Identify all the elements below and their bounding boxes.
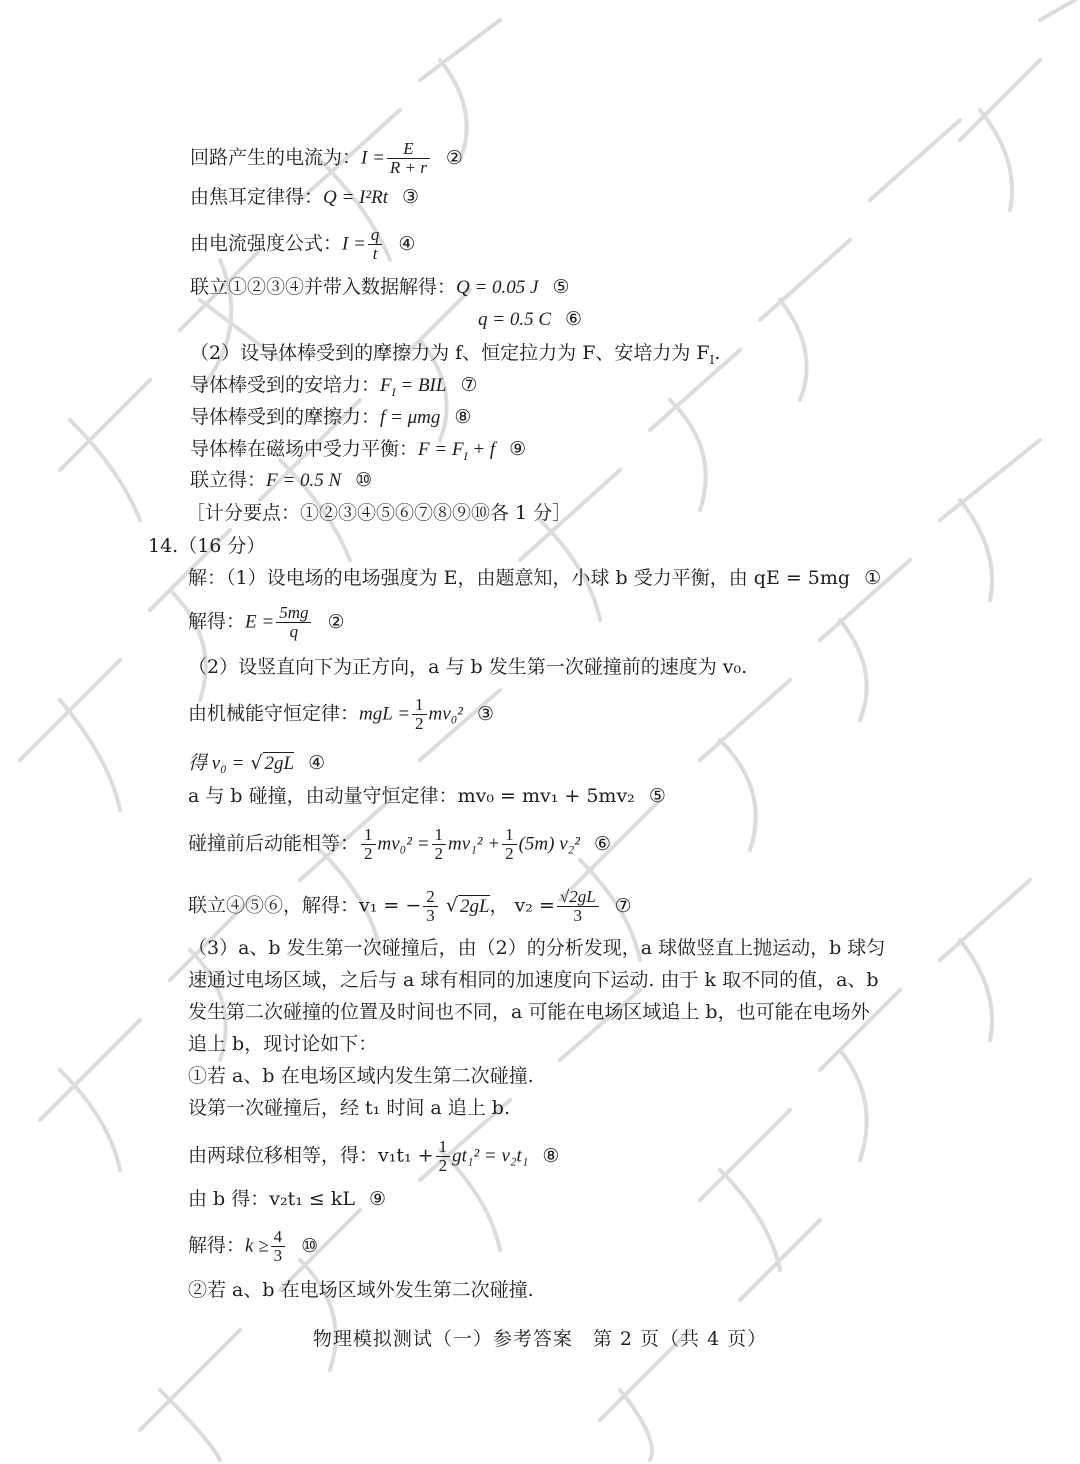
energy-conservation-line — [188, 696, 494, 733]
line-text: 速通过电场区域，之后与 a 球有相同的加速度向下运动. 由于 k 取不同的值，a、b — [188, 969, 879, 991]
joule-law-line — [190, 184, 419, 211]
line-text: 联立④⑤⑥，解得：v₁ = − — [188, 894, 422, 917]
fraction-numerator: 2 — [423, 888, 438, 907]
fraction-numerator: 5mg — [276, 604, 311, 623]
square-root: 2gL — [459, 895, 490, 917]
line-text: 导体棒在磁场中受力平衡： — [190, 438, 419, 460]
equation: gt₁² = v₂t₁ — [452, 1145, 529, 1167]
kinetic-energy-line — [188, 826, 611, 863]
fraction-numerator: 1 — [436, 1138, 451, 1157]
fraction-denominator: 3 — [573, 906, 583, 925]
step-marker: ⑩ — [355, 469, 373, 491]
step-marker: ⑨ — [368, 1188, 387, 1210]
fraction — [368, 226, 383, 263]
fraction: $\frac{1}{2}$ — [432, 826, 447, 863]
equation: mv₀² — [428, 703, 464, 725]
charge-result-line — [478, 306, 582, 333]
current-intensity-line — [190, 226, 415, 263]
step-marker: ① — [864, 567, 882, 589]
fraction-numerator: 1 — [412, 696, 427, 715]
line-text: 设第一次碰撞后，经 t₁ 时间 a 追上 b. — [188, 1097, 510, 1119]
fraction: $\frac{1}{2}$ — [361, 826, 376, 863]
fraction — [557, 888, 599, 925]
equation: F — [380, 375, 392, 396]
scoring-points-line — [186, 500, 571, 526]
fraction — [271, 1228, 286, 1265]
line-text: 解得： — [188, 610, 246, 633]
step-marker: ⑨ — [509, 438, 527, 460]
part3-paragraph-line-1 — [188, 935, 885, 961]
line-text: （3）a、b 发生第一次碰撞后，由（2）的分析发现，a 球做竖直上抛运动，b 球匀 — [188, 937, 886, 959]
step-marker: ② — [327, 610, 345, 633]
line-text: ②若 a、b 在电场区域外发生第二次碰撞. — [188, 1279, 534, 1301]
line-text: 解得： — [188, 1234, 246, 1257]
page-footer: 物理模拟测试（一）参考答案 第 2 页（共 4 页） — [312, 1328, 768, 1350]
equation: E = — [245, 611, 275, 633]
line-text: 联立得： — [190, 469, 267, 491]
line-text: 追上 b，现讨论如下： — [188, 1033, 378, 1055]
line-text: （2）设导体棒受到的摩擦力为 f、恒定拉力为 F、安培力为 F — [190, 342, 710, 364]
case2-line — [188, 1277, 534, 1303]
part2-direction-line — [188, 654, 747, 680]
line-text: 解：（1）设电场的电场强度为 E，由题意知，小球 b 受力平衡，由 qE = 5mg — [188, 567, 851, 589]
step-marker: ⑧ — [542, 1144, 560, 1167]
line-text: 回路产生的电流为： — [190, 146, 362, 169]
field-strength-line — [188, 604, 345, 641]
part3-paragraph-line-4 — [188, 1031, 377, 1057]
fraction-denominator: q — [289, 622, 299, 641]
combined-velocity-line: 联立④⑤⑥，解得：v₁ = − $\frac{2}{3}$ √ 2gL， v₂ = $\frac{√2gL}{3}$ ⑦ — [188, 887, 632, 925]
force-result-line — [190, 467, 372, 494]
line-text: 由电流强度公式： — [190, 232, 343, 255]
question-14-heading — [148, 533, 265, 559]
line-text: ， v₂ = — [489, 894, 555, 917]
equation: mv₀² = — [377, 833, 430, 855]
fraction: $\frac{1}{2}$ — [502, 826, 517, 863]
step-marker: ④ — [398, 232, 416, 255]
line-text: ［计分要点：①②③④⑤⑥⑦⑧⑨⑩各 1 分］ — [186, 502, 572, 524]
equation: + f — [467, 439, 496, 460]
part3-paragraph-line-2 — [188, 967, 879, 993]
part2-setup-line — [190, 340, 720, 373]
step-marker: ⑦ — [460, 374, 478, 396]
subscript: I — [391, 384, 396, 399]
equation: I = — [361, 147, 385, 169]
step-marker: ⑩ — [301, 1234, 319, 1257]
line-text: 导体棒受到的摩擦力： — [190, 406, 381, 428]
fraction-numerator: E — [387, 140, 430, 159]
step-marker: ⑥ — [593, 832, 611, 855]
step-marker: ② — [445, 146, 463, 169]
fraction-denominator: R + r — [389, 158, 427, 177]
equation: mgL = — [359, 703, 411, 725]
condition-line — [188, 1186, 386, 1212]
line-text: 由两球位移相等，得：v₁t₁ + — [188, 1144, 434, 1167]
equation: k ≥ — [245, 1235, 269, 1257]
line-text: 由 b 得：v₂t₁ ≤ kL — [188, 1188, 355, 1210]
square-root: 2gL — [264, 753, 295, 774]
line-text: 碰撞前后动能相等： — [188, 832, 360, 855]
displacement-equal-line — [188, 1138, 559, 1175]
fraction — [436, 1138, 451, 1175]
equation: 得 v₀ = — [188, 753, 245, 774]
step-marker: ③ — [401, 186, 420, 208]
case1-setup-line — [188, 1095, 510, 1121]
velocity-result-line: 得 v₀ = √ 2gL ④ — [188, 752, 326, 774]
force-balance-line — [190, 436, 526, 469]
k-result-line — [188, 1228, 318, 1265]
equation: Q = I²Rt — [323, 187, 388, 208]
fraction-numerator: q — [368, 226, 383, 245]
part1-setup-line — [188, 565, 881, 591]
fraction-denominator: 2 — [438, 1156, 448, 1175]
subscript: I — [709, 352, 715, 367]
fraction — [276, 604, 311, 641]
fraction-denominator: t — [372, 244, 378, 263]
fraction-denominator: 3 — [426, 906, 435, 925]
equation: Q = 0.05 J — [456, 277, 539, 298]
line-text: 联立①②③④并带入数据解得： — [190, 276, 457, 298]
momentum-line — [188, 783, 666, 809]
equation: q = 0.5 C — [478, 309, 551, 330]
equation: f = μmg — [380, 407, 441, 428]
fraction — [412, 696, 427, 733]
step-marker: ⑧ — [454, 406, 472, 428]
fraction — [423, 888, 438, 925]
ampere-force-line — [190, 372, 478, 405]
fraction-numerator: 4 — [271, 1228, 286, 1247]
fraction-denominator: 3 — [273, 1246, 283, 1265]
line-text: （2）设竖直向下为正方向，a 与 b 发生第一次碰撞前的速度为 v₀. — [188, 656, 748, 678]
equation: F = 0.5 N — [266, 470, 342, 491]
case1-line — [188, 1063, 534, 1089]
subscript: I — [463, 448, 468, 463]
line-text: . — [714, 342, 721, 364]
fraction — [387, 140, 430, 177]
step-marker: ④ — [308, 752, 326, 774]
fraction-numerator: √2gL — [557, 888, 599, 907]
step-marker: ③ — [477, 702, 495, 725]
line-text: 导体棒受到的安培力： — [190, 374, 381, 396]
equation: = BIL — [395, 375, 447, 396]
part3-paragraph-line-3 — [188, 999, 870, 1025]
equation: F = F — [418, 439, 464, 460]
step-marker: ⑤ — [552, 276, 570, 298]
step-marker: ⑦ — [614, 894, 632, 917]
step-marker: ⑤ — [648, 785, 666, 807]
line-text: 由焦耳定律得： — [190, 186, 324, 208]
current-equation-line — [190, 140, 463, 177]
line-text: 发生第二次碰撞的位置及时间也不同，a 可能在电场区域追上 b，也可能在电场外 — [188, 1001, 870, 1023]
fraction-denominator: 2 — [415, 714, 424, 733]
equation: mv₁² + — [448, 833, 501, 855]
line-text: ①若 a、b 在电场区域内发生第二次碰撞. — [188, 1065, 534, 1087]
line-text: a 与 b 碰撞，由动量守恒定律：mv₀ = mv₁ + 5mv₂ — [188, 785, 635, 807]
combined-solution-line — [190, 274, 570, 301]
question-number: 14.（16 分） — [148, 535, 266, 557]
friction-force-line — [190, 404, 471, 431]
line-text: 由机械能守恒定律： — [188, 702, 360, 725]
equation: I = — [342, 233, 366, 255]
step-marker: ⑥ — [565, 308, 583, 330]
equation: (5m) v₂² — [518, 833, 580, 855]
